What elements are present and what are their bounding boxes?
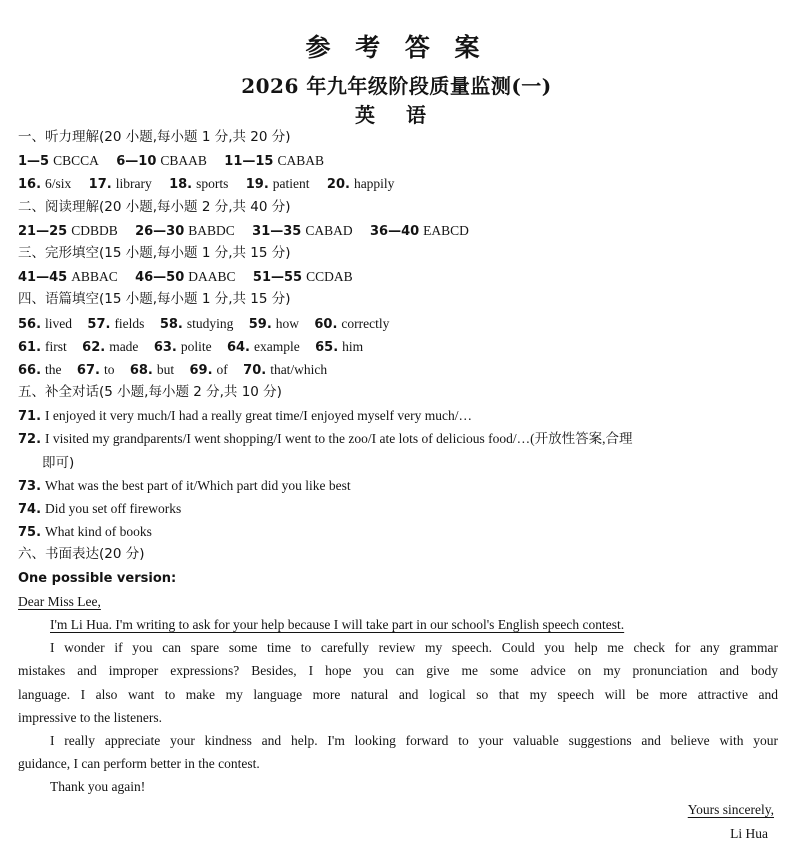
answer-text: 6/six (45, 176, 72, 192)
question-number: 58. (159, 316, 183, 332)
question-number: 74. (18, 502, 42, 517)
answer-text: library (115, 176, 152, 192)
question-number: 56. (18, 316, 42, 332)
answer-text: 即可) (42, 454, 75, 471)
question-range: 31—35 (252, 223, 302, 239)
question-range: 46—50 (135, 270, 185, 286)
answer-text: that/which (270, 361, 328, 377)
question-number: 20. (326, 177, 350, 193)
section-heading: 二、阅读理解(20 小题,每小题 2 分,共 40 分) (18, 198, 291, 215)
answer-text: What was the best part of it/Which part did you like best (45, 477, 351, 493)
question-number: 60. (314, 316, 338, 332)
question-number: 66. (18, 362, 42, 378)
letter-paragraph: Thank you again! (50, 779, 146, 795)
letter-paragraph: I'm Li Hua. I'm writing to ask for your help because I will take part in our school's English speech contest. (50, 616, 625, 632)
question-range: 1—5 (18, 154, 50, 170)
question-range: 11—15 (224, 154, 274, 170)
question-number: 63. (153, 339, 177, 355)
answer-row (18, 497, 778, 520)
answer-text: BABDC (188, 222, 235, 238)
question-range: 21—25 (18, 223, 68, 239)
question-number: 67. (76, 362, 100, 378)
answer-row (18, 265, 778, 288)
answer-text: to (103, 361, 115, 377)
question-range: 41—45 (18, 270, 68, 286)
question-number: 72. (18, 432, 42, 448)
letter-signature: Li Hua (730, 825, 768, 841)
letter-paragraph: I wonder if you can spare some time to carefully review my speech. Could you help me check for any grammar (50, 640, 778, 656)
question-number: 71. (18, 409, 42, 425)
answer-text: What kind of books (45, 524, 152, 540)
version-label: One possible version: (18, 570, 177, 586)
answer-text: happily (353, 176, 395, 192)
section-heading: 五、补全对话(5 小题,每小题 2 分,共 10 分) (18, 384, 282, 401)
answer-text: correctly (341, 315, 390, 331)
answer-row-continuation (18, 451, 778, 474)
question-number: 19. (245, 177, 269, 193)
question-number: 64. (226, 339, 250, 355)
page-title: 参 考 答 案 (305, 33, 488, 62)
answer-text: I visited my grandparents/I went shopping/I went to the zoo/I ate lots of delicious food/…(开放性答案,合理 (45, 431, 633, 447)
answer-text: lived (45, 315, 73, 331)
answer-text: first (45, 338, 67, 354)
answer-text: how (275, 315, 300, 331)
letter-paragraph-line: mistakes and improper expressions? Besides, I hope you can give me some advice on my pronunciation and body (18, 663, 778, 679)
answer-row (18, 404, 778, 427)
question-number: 68. (129, 362, 153, 378)
answer-row (18, 427, 778, 450)
answer-text: CDBDB (71, 222, 118, 238)
answer-content (18, 126, 778, 845)
answer-text: fields (114, 315, 145, 331)
answer-text: made (109, 338, 139, 354)
answer-text: example (254, 338, 300, 354)
answer-text: studying (186, 315, 234, 331)
question-number: 57. (87, 316, 111, 332)
answer-text: ABBAC (71, 269, 118, 285)
answer-row (18, 520, 778, 543)
answer-text: patient (272, 176, 310, 192)
answer-text: him (342, 338, 364, 354)
answer-row (18, 172, 778, 195)
letter-closing: Yours sincerely, (687, 802, 774, 818)
answer-text: CBCCA (53, 153, 99, 169)
answer-text: I enjoyed it very much/I had a really great time/I enjoyed myself very much/… (45, 408, 473, 424)
answer-text: CABAD (305, 222, 353, 238)
answer-row (18, 335, 778, 358)
answer-text: but (156, 361, 175, 377)
section-heading: 四、语篇填空(15 小题,每小题 1 分,共 15 分) (18, 291, 291, 308)
question-number: 73. (18, 478, 42, 494)
answer-text: the (45, 361, 62, 377)
answer-text: of (216, 361, 228, 377)
question-range: 51—55 (252, 270, 303, 286)
question-number: 62. (82, 339, 106, 355)
question-range: 36—40 (369, 223, 420, 239)
answer-text: EABCD (423, 222, 469, 238)
letter-paragraph-line: impressive to the listeners. (18, 709, 162, 725)
question-number: 69. (189, 362, 213, 378)
section-heading: 一、听力理解(20 小题,每小题 1 分,共 20 分) (18, 129, 291, 145)
subject-title: 英 语 (355, 103, 438, 127)
answer-row (18, 474, 778, 497)
letter-paragraph: I really appreciate your kindness and help. I'm looking forward to your valuable suggestions and believe with your (50, 732, 778, 748)
exam-subtitle: 2026 年九年级阶段质量监测(一) (241, 74, 552, 98)
letter-salutation: Dear Miss Lee, (18, 593, 101, 609)
answer-row (18, 358, 778, 381)
question-number: 59. (248, 316, 272, 332)
answer-text: CBAAB (160, 153, 207, 169)
answer-text: CCDAB (306, 269, 353, 285)
question-number: 16. (18, 177, 42, 193)
question-range: 26—30 (135, 223, 185, 239)
letter-paragraph-line: language. I also want to make my language more natural and logical so that my speech will be more attractive and (18, 686, 778, 702)
question-number: 18. (169, 177, 193, 193)
question-number: 65. (315, 339, 339, 355)
question-number: 61. (18, 339, 42, 355)
answer-text: sports (196, 176, 229, 192)
answer-text: Did you set off fireworks (45, 501, 182, 516)
answer-row (18, 312, 778, 335)
answer-row (18, 149, 778, 172)
question-number: 17. (88, 177, 112, 193)
question-range: 6—10 (116, 154, 157, 170)
answer-text: CABAB (277, 153, 324, 169)
question-number: 75. (18, 525, 42, 541)
answer-text: DAABC (188, 269, 236, 285)
letter-paragraph-line: guidance, I can perform better in the contest. (18, 756, 260, 772)
section-heading: 三、完形填空(15 小题,每小题 1 分,共 15 分) (18, 244, 291, 261)
section-heading: 六、书面表达(20 分) (18, 546, 145, 563)
answer-row (18, 219, 778, 242)
question-number: 70. (243, 362, 267, 378)
answer-text: polite (180, 338, 212, 354)
